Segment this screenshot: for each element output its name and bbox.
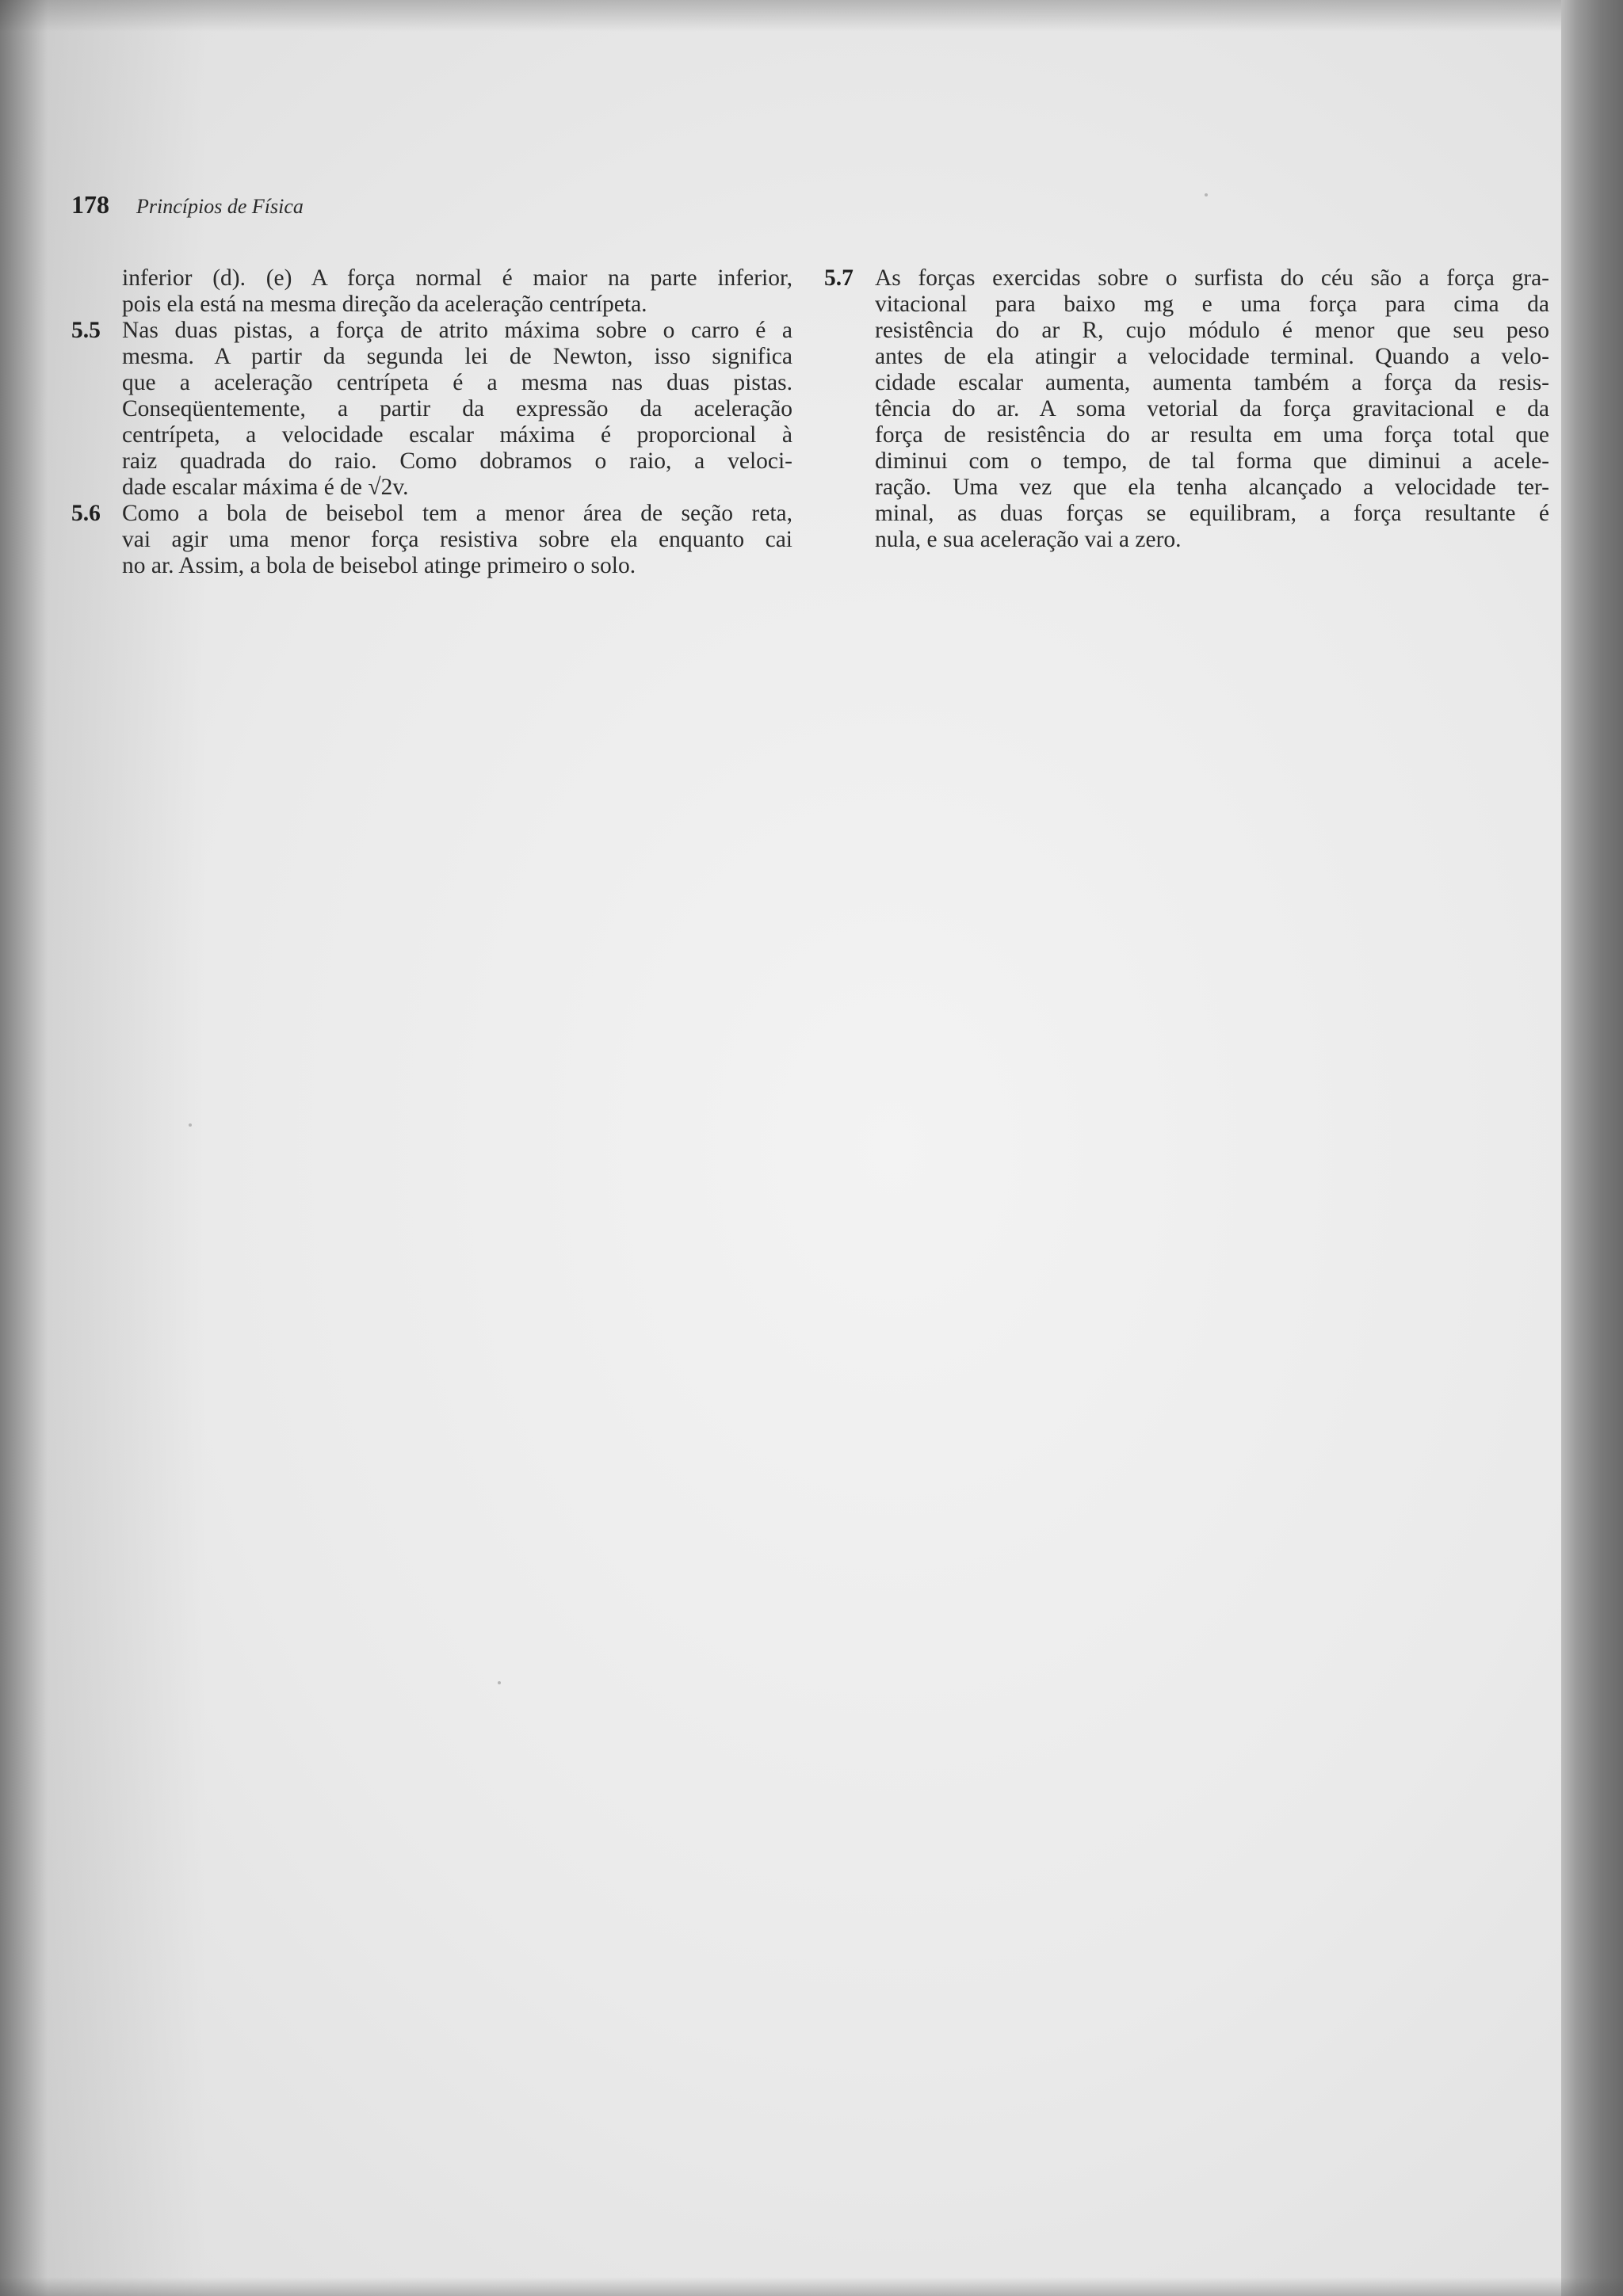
text-line: nula, e sua aceleração vai a zero. [875, 527, 1182, 552]
left-column [71, 265, 792, 579]
book-spine-shadow [1561, 0, 1623, 2296]
text-line: Conseqüentemente, a partir da expressão da aceleração [122, 396, 792, 421]
item-number: 5.6 [71, 501, 101, 526]
text-line: antes de ela atingir a velocidade terminal. Quando a velo- [875, 344, 1549, 369]
text-line: dade escalar máxima é de √2v. [122, 475, 409, 500]
text-line: As forças exercidas sobre o surfista do céu são a força gra- [875, 265, 1549, 291]
text-line: tência do ar. A soma vetorial da força gravitacional e da [875, 396, 1549, 421]
answer-item-5-5 [71, 318, 792, 501]
text-line: resistência do ar R, cujo módulo é menor que seu peso [875, 318, 1549, 343]
item-number: 5.7 [824, 265, 854, 291]
running-title: Princípios de Física [136, 195, 304, 218]
text-line: pois ela está na mesma direção da aceleração centrípeta. [122, 292, 647, 317]
right-column [824, 265, 1549, 553]
text-line: vai agir uma menor força resistiva sobre ela enquanto cai [122, 527, 792, 552]
text-line: minal, as duas forças se equilibram, a força resultante é [875, 501, 1549, 526]
text-line: inferior (d). (e) A força normal é maior na parte inferior, [122, 265, 792, 291]
text-line: diminui com o tempo, de tal forma que diminui a acele- [875, 448, 1549, 474]
continuation-paragraph [71, 265, 792, 318]
text-line: raiz quadrada do raio. Como dobramos o raio, a veloci- [122, 448, 792, 474]
text-line: no ar. Assim, a bola de beisebol atinge primeiro o solo. [122, 553, 636, 578]
text-line: cidade escalar aumenta, aumenta também a força da resis- [875, 370, 1549, 395]
answer-item-5-7 [824, 265, 1549, 553]
item-number: 5.5 [71, 318, 101, 343]
answer-item-5-6 [71, 501, 792, 579]
paper-speck [189, 1123, 192, 1127]
text-line: vitacional para baixo mg e uma força para cima da [875, 292, 1549, 317]
item-number-spacer [71, 265, 122, 318]
text-line: centrípeta, a velocidade escalar máxima é proporcional à [122, 422, 792, 448]
page-number: 178 [71, 190, 109, 219]
paper-speck [498, 1681, 501, 1684]
text-line: que a aceleração centrípeta é a mesma nas duas pistas. [122, 370, 792, 395]
text-line: Nas duas pistas, a força de atrito máxima sobre o carro é a [122, 318, 792, 343]
text-line: ração. Uma vez que ela tenha alcançado a velocidade ter- [875, 475, 1549, 500]
page-bottom-shadow [0, 2277, 1623, 2296]
text-line: Como a bola de beisebol tem a menor área de seção reta, [122, 501, 792, 526]
text-line: mesma. A partir da segunda lei de Newton, isso significa [122, 344, 792, 369]
paper-speck [1205, 193, 1208, 196]
text-line: força de resistência do ar resulta em uma força total que [875, 422, 1549, 448]
page-header [71, 190, 304, 219]
